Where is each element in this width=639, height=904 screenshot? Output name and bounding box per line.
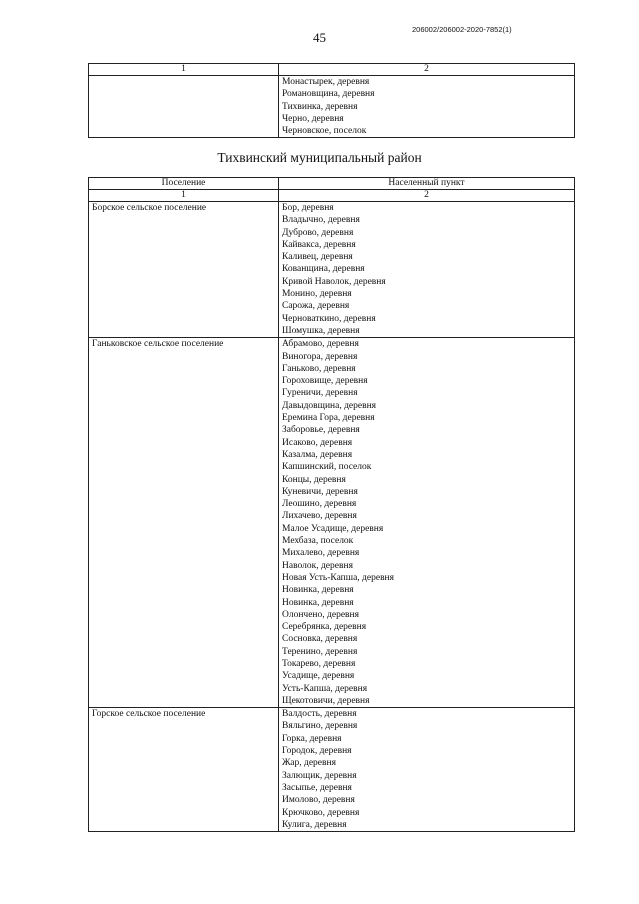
header-row: [89, 178, 575, 190]
locality-item: Виногора, деревня: [282, 351, 358, 362]
locality-item: Ганьково, деревня: [282, 363, 356, 374]
settlements-table: [88, 177, 575, 832]
locality-item: Казалма, деревня: [282, 449, 353, 460]
locality-item: Токарево, деревня: [282, 658, 356, 669]
locality-item: Сарожа, деревня: [282, 301, 350, 312]
locality-item: Мехбаза, поселок: [282, 536, 354, 547]
locality-item: Щекотовичи, деревня: [282, 695, 370, 706]
locality-item: Горка, деревня: [282, 733, 342, 744]
locality-item: Бор, деревня: [282, 203, 334, 213]
locality-item: Валдость, деревня: [282, 709, 357, 720]
localities-cell: [279, 708, 575, 832]
locality-item: Кайвакса, деревня: [282, 239, 356, 250]
locality-item: Тихвинка, деревня: [282, 101, 358, 112]
settlement-cell: [89, 76, 279, 138]
table-row: [89, 708, 575, 832]
column-number-1: 1: [89, 190, 279, 202]
locality-item: Еремина Гора, деревня: [282, 413, 375, 424]
district-title: Тихвинский муниципальный район: [217, 150, 422, 165]
locality-item: Сосновка, деревня: [282, 634, 358, 645]
locality-item: Дуброво, деревня: [282, 227, 354, 238]
locality-item: Кованщина, деревня: [282, 264, 365, 275]
document-code: 206002/206002-2020-7852(1): [412, 25, 512, 34]
locality-item: Давыдовщина, деревня: [282, 400, 377, 411]
locality-item: Кривой Наволок, деревня: [282, 276, 386, 287]
locality-item: Усть-Капша, деревня: [282, 683, 368, 694]
locality-item: Михалево, деревня: [282, 548, 360, 559]
column-number-2: 2: [279, 190, 575, 202]
locality-item: Заборовье, деревня: [282, 425, 360, 436]
locality-item: Усадище, деревня: [282, 671, 355, 682]
locality-item: Каливец, деревня: [282, 252, 353, 263]
locality-item: Лихачево, деревня: [282, 511, 357, 522]
locality-item: Концы, деревня: [282, 474, 346, 485]
locality-item: Наволок, деревня: [282, 560, 353, 571]
header-locality: Населенный пункт: [279, 178, 575, 190]
locality-item: Серебрянка, деревня: [282, 622, 367, 633]
locality-item: Романовщина, деревня: [282, 89, 375, 100]
table-row: [89, 202, 575, 338]
locality-item: Олончено, деревня: [282, 609, 359, 620]
locality-item: Абрамово, деревня: [282, 339, 359, 350]
localities-cell: [279, 76, 575, 138]
locality-item: Владычно, деревня: [282, 215, 360, 226]
locality-item: Куневичи, деревня: [282, 486, 358, 497]
locality-item: Кулига, деревня: [282, 819, 347, 830]
settlement-cell: Горское сельское поселение: [89, 708, 279, 832]
settlement-cell: Борское сельское поселение: [89, 202, 279, 338]
column-number-1: 1: [89, 64, 279, 76]
locality-item: Шомушка, деревня: [282, 325, 360, 336]
locality-item: Новинка, деревня: [282, 597, 354, 608]
localities-cell: [279, 202, 575, 338]
locality-item: Городок, деревня: [282, 746, 352, 757]
page-number: 45: [313, 30, 326, 45]
locality-item: Исаково, деревня: [282, 437, 353, 448]
locality-item: Новинка, деревня: [282, 585, 354, 596]
header-settlement: Поселение: [89, 178, 279, 190]
locality-item: Гуреничи, деревня: [282, 388, 358, 399]
table-row: [89, 76, 575, 138]
locality-item: Капшинский, поселок: [282, 462, 372, 473]
locality-item: Черноваткино, деревня: [282, 313, 376, 324]
locality-item: Имолово, деревня: [282, 795, 355, 806]
column-number-row: [89, 64, 575, 76]
column-number-row: [89, 190, 575, 202]
locality-item: Черновское, поселок: [282, 126, 367, 137]
locality-item: Крючково, деревня: [282, 807, 360, 818]
locality-item: Малое Усадище, деревня: [282, 523, 384, 534]
settlement-cell: Ганьковское сельское поселение: [89, 338, 279, 708]
locality-item: Вяльгино, деревня: [282, 721, 358, 732]
locality-item: Жар, деревня: [282, 758, 336, 769]
column-number-2: 2: [279, 64, 575, 76]
locality-item: Монино, деревня: [282, 289, 352, 300]
locality-item: Гороховище, деревня: [282, 376, 368, 387]
locality-item: Засыпье, деревня: [282, 782, 352, 793]
locality-item: Черно, деревня: [282, 113, 344, 124]
locality-item: Теренино, деревня: [282, 646, 358, 657]
locality-item: Новая Усть-Капша, деревня: [282, 572, 395, 583]
table-row: [89, 338, 575, 708]
locality-item: Монастырек, деревня: [282, 77, 370, 87]
localities-cell: [279, 338, 575, 708]
locality-item: Леошино, деревня: [282, 499, 357, 510]
continuation-table: [88, 63, 575, 138]
locality-item: Залющик, деревня: [282, 770, 357, 781]
